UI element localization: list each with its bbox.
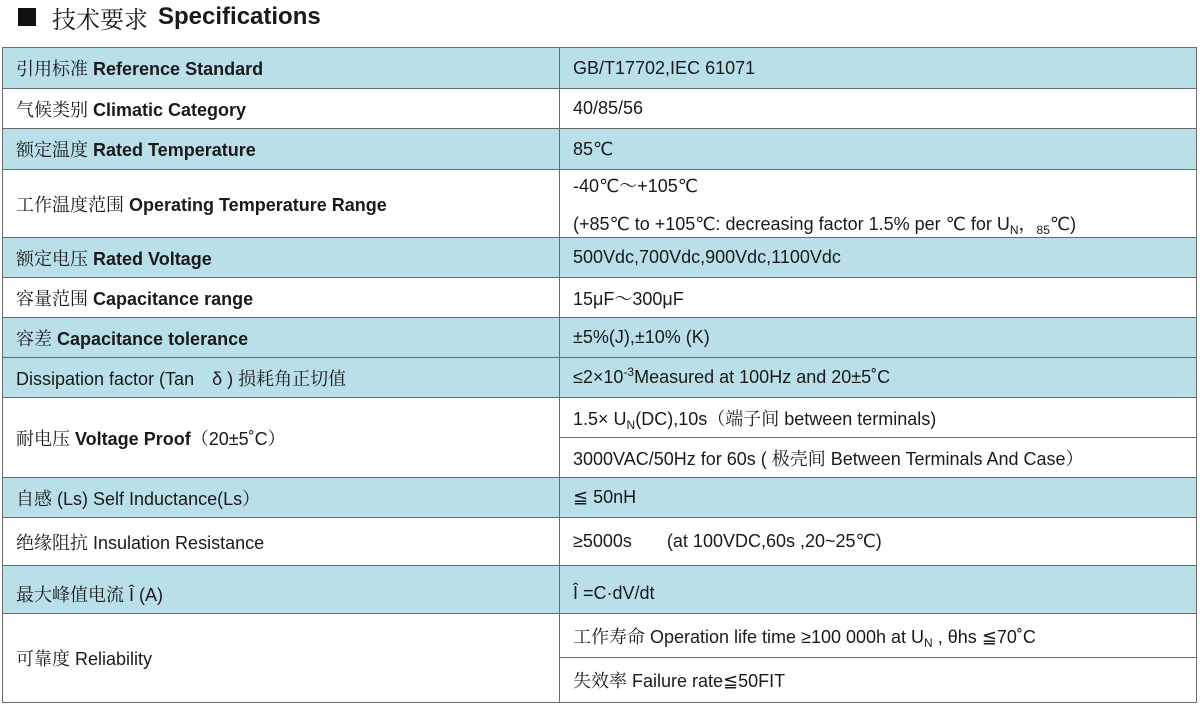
value-cell: 40/85/56 [560,89,1197,129]
label-zh: 气候类别 [16,99,88,120]
row-operating-temperature [3,170,1197,238]
row-peak-current [3,566,1197,614]
value-cell: 失效率 Failure rate≦50FIT [560,658,1197,703]
value-cell [560,614,1197,658]
label-en: Operating Temperature Range [129,194,387,215]
label-en: Rated Voltage [93,248,212,269]
value-cell [560,358,1197,398]
label-cell [3,398,560,478]
label-cell [3,170,560,238]
derating-text: (+85℃ to +105℃: decreasing factor 1.5% per ℃ for U [573,213,1010,234]
square-bullet-icon [18,8,36,26]
label-cell: 可靠度 Reliability [3,614,560,703]
label-cell: Dissipation factor (Tan δ ) 损耗角正切值 [3,358,560,398]
value-cell: ≥5000s (at 100VDC,60s ,20~25℃) [560,518,1197,566]
section-heading [14,2,321,32]
derating-end: ℃) [1049,213,1077,234]
row-capacitance-tolerance [3,318,1197,358]
label-en: Voltage Proof [75,428,191,449]
subscript: 85 [1036,222,1050,237]
row-reference-standard [3,48,1197,89]
label-cell [3,129,560,170]
subscript: N [626,417,636,432]
label-cell: 最大峰值电流 Î (A) [3,566,560,614]
value-text: 1.5× U [573,408,627,429]
row-rated-temperature [3,129,1197,170]
row-insulation-resistance [3,518,1197,566]
row-self-inductance [3,478,1197,518]
value-cell: ±5%(J),±10% (K) [560,318,1197,358]
value-text: 工作寿命 Operation life time ≥100 000h at U [573,626,925,647]
superscript: -3 [623,365,635,379]
value-cell: Î =C·dV/dt [560,566,1197,614]
label-zh: 额定温度 [16,140,88,160]
label-en: Reference Standard [93,59,264,79]
separator: ， [1018,213,1037,234]
row-climatic-category [3,89,1197,129]
label-zh: 额定电压 [16,248,88,269]
row-voltage-proof [3,398,1197,438]
label-cell: 自感 (Ls) Self Inductance(Ls） [3,478,560,518]
spec-table [2,47,1197,703]
label-cell [3,48,560,89]
row-reliability [3,614,1197,658]
value-cell: 85℃ [560,129,1197,170]
row-dissipation-factor [3,358,1197,398]
label-cell [3,238,560,278]
label-cell [3,278,560,318]
value-cell: 500Vdc,700Vdc,900Vdc,1100Vdc [560,238,1197,278]
value-text: , θhs ≦70˚C [932,626,1036,647]
value-line-derating [573,210,1196,236]
label-en: Rated Temperature [93,140,256,160]
value-cell [560,398,1197,438]
label-en: Capacitance range [93,288,254,309]
heading-zh: 技术要求 [52,6,148,34]
label-zh: 耐电压 [16,428,70,449]
value-cell: ≦ 50nH [560,478,1197,518]
value-text: Measured at 100Hz and 20±5˚C [634,367,891,387]
label-zh: 容量范围 [16,288,88,309]
label-zh: 容差 [16,328,52,349]
subscript: N [1009,222,1019,237]
label-cell [3,89,560,129]
row-capacitance-range [3,278,1197,318]
value-cell [560,170,1197,238]
label-cell: 绝缘阻抗 Insulation Resistance [3,518,560,566]
label-suffix: （20±5˚C） [190,428,286,449]
value-text: ≤2×10 [573,367,624,387]
value-cell: 15μF～300μF [560,278,1197,318]
value-line-range: -40℃～+105℃ [573,175,698,196]
label-en: Capacitance tolerance [57,328,249,349]
row-rated-voltage [3,238,1197,278]
value-cell: 3000VAC/50Hz for 60s ( 极壳间 Between Terminals And Case） [560,438,1197,478]
heading-en: Specifications [158,3,321,30]
value-cell: GB/T17702,IEC 61071 [560,48,1197,89]
subscript: N [924,635,933,650]
label-zh: 工作温度范围 [16,194,124,215]
label-cell [3,318,560,358]
label-zh: 引用标准 [16,59,88,79]
label-en: Climatic Category [93,99,247,120]
value-text: (DC),10s（端子间 between terminals) [635,408,937,429]
